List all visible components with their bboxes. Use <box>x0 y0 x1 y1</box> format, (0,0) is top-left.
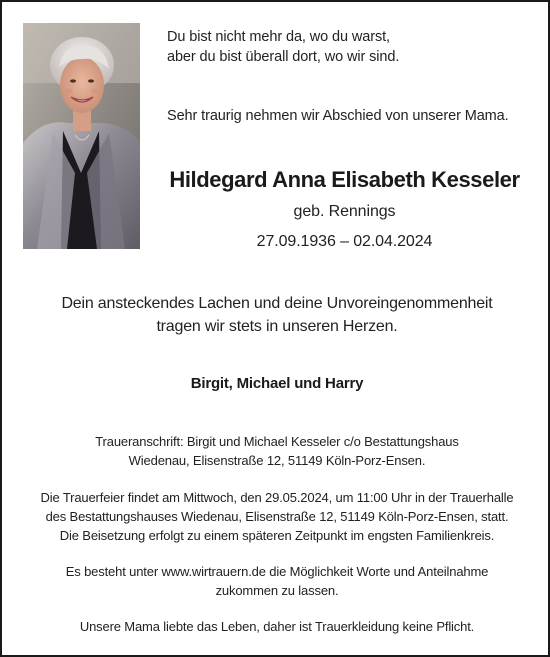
memorial-motto <box>12 292 542 338</box>
quote-text <box>167 27 537 67</box>
ceremony-line-2: des Bestattungshauses Wiedenau, Elisenstraße 12, 51149 Köln-Porz-Ensen, statt. <box>45 509 509 524</box>
deceased-name: Hildegard Anna Elisabeth Kesseler <box>169 167 520 192</box>
condolence-line-1: Es besteht unter www.wirtrauern.de die Möglichkeit Worte und Anteilnahme <box>65 564 489 579</box>
quote-line-2: aber du bist überall dort, wo wir sind. <box>167 49 400 65</box>
address-line-2: Wiedenau, Elisenstraße 12, 51149 Köln-Porz-Ensen. <box>128 453 426 468</box>
portrait-photo <box>23 23 140 249</box>
life-dates: 27.09.1936 – 02.04.2024 <box>256 233 433 250</box>
ceremony-info <box>12 488 542 545</box>
ceremony-line-3: Die Beisetzung erfolgt zu einem späteren Zeitpunkt im engsten Familienkreis. <box>59 528 495 543</box>
farewell-intro: Sehr traurig nehmen wir Abschied von unserer Mama. <box>167 108 509 124</box>
ceremony-line-1: Die Trauerfeier findet am Mittwoch, den 29.05.2024, um 11:00 Uhr in der Trauerhalle <box>40 490 514 505</box>
address-line-1: Traueranschrift: Birgit und Michael Kesseler c/o Bestattungshaus <box>95 434 459 449</box>
closing-note: Unsere Mama liebte das Leben, daher ist Trauerkleidung keine Pflicht. <box>79 619 475 634</box>
quote-line-1: Du bist nicht mehr da, wo du warst, <box>167 29 390 45</box>
motto-line-2: tragen wir stets in unseren Herzen. <box>156 318 398 335</box>
birth-name: geb. Rennings <box>293 203 396 220</box>
motto-line-1: Dein ansteckendes Lachen und deine Unvoreingenommenheit <box>61 295 493 312</box>
condolence-line-2: zukommen zu lassen. <box>215 583 339 598</box>
family-signature: Birgit, Michael und Harry <box>190 375 364 392</box>
portrait-image <box>23 23 140 249</box>
condolence-info <box>12 562 542 600</box>
mourning-address <box>12 432 542 470</box>
